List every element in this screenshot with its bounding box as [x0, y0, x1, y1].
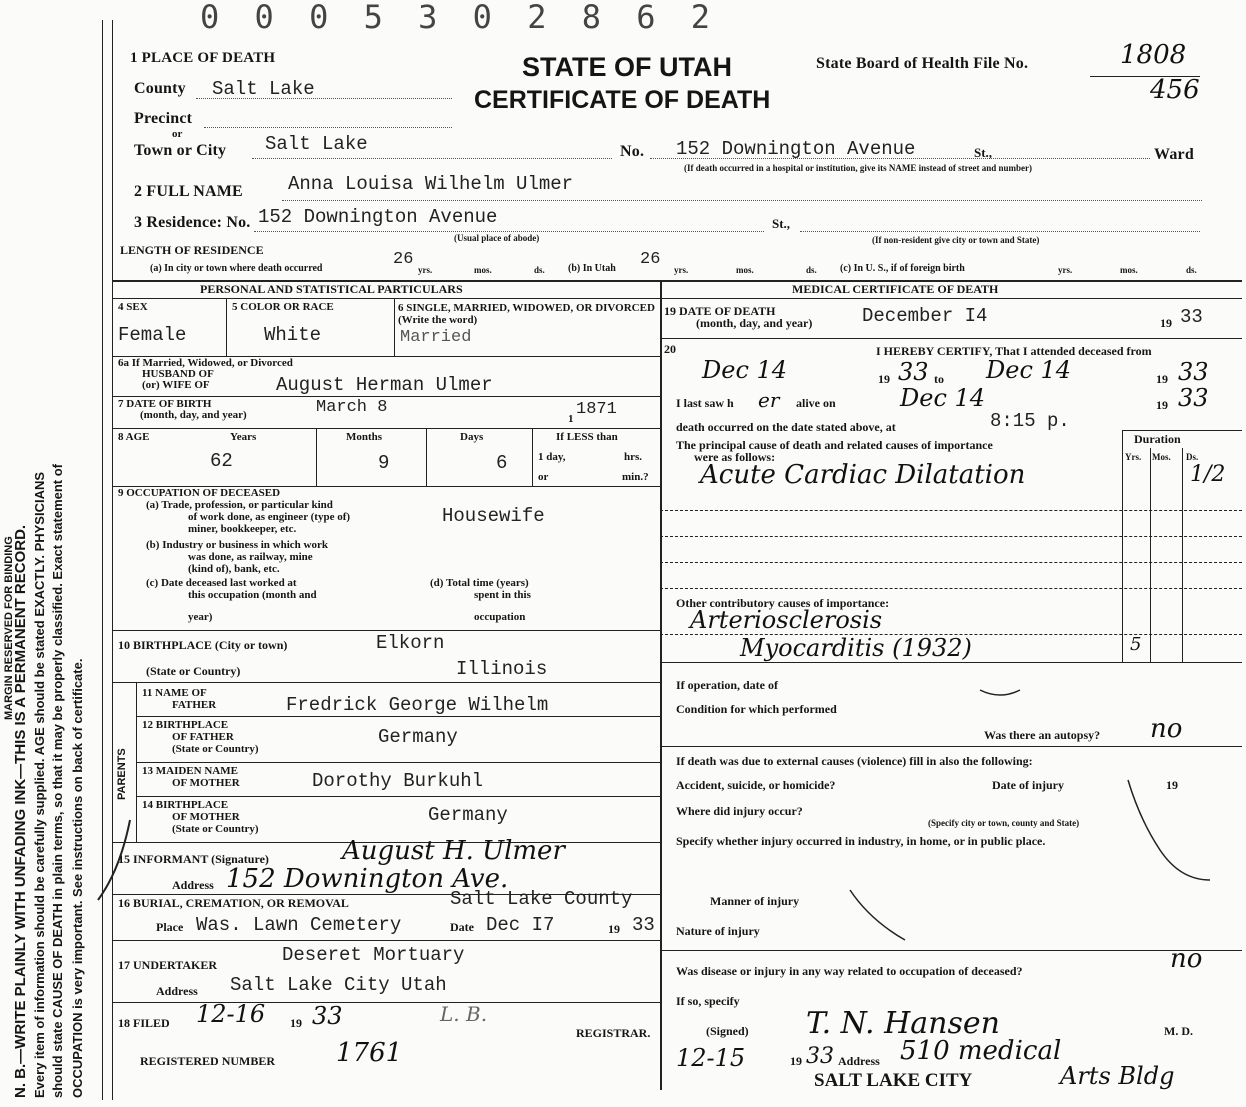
specify-city-note: (Specify city or town, county and State) [928, 818, 1080, 828]
margin-note-line2: Every item of information should be carefully supplied. AGE should be stated EXACTLY. PHYSICIANS [32, 471, 47, 1098]
sex-label: 4 SEX [118, 301, 148, 313]
burial-date-label: Date [450, 920, 474, 934]
last-saw-year: 33 [1178, 384, 1209, 412]
personal-heading: PERSONAL AND STATISTICAL PARTICULARS [200, 282, 463, 296]
residence-st: St., [772, 216, 791, 231]
us-ds: ds. [1186, 265, 1197, 275]
other-cause-2: Myocarditis (1932) [740, 634, 972, 662]
margin-binding-note: MARGIN RESERVED FOR BINDING [3, 536, 15, 720]
to-year: 33 [1178, 358, 1209, 386]
registered-number: 1761 [336, 1038, 403, 1068]
or-label: or [172, 128, 183, 140]
injury-section-strike [1128, 780, 1210, 880]
attended-from: Dec 14 [702, 356, 788, 384]
accident-label: Accident, suicide, or homicide? [676, 778, 836, 792]
town-value: Salt Lake [265, 133, 368, 155]
in-utah-label: (b) In Utah [568, 263, 616, 274]
informant-label: 15 INFORMANT (Signature) [118, 852, 269, 866]
age-label: 8 AGE [118, 431, 150, 443]
external-causes-label: If death was due to external causes (violence) fill in also the following: [676, 754, 1033, 768]
occupation-b2: was done, as railway, mine [188, 551, 313, 563]
attended-to: Dec 14 [986, 356, 1072, 384]
residence-value: 152 Downington Avenue [258, 206, 498, 228]
occupation-a1: (a) Trade, profession, or particular kind [146, 499, 333, 511]
marital-label: 6 SINGLE, MARRIED, WIDOWED, OR DIVORCED (Write the word) [398, 302, 655, 326]
undertaker-address-label: Address [156, 984, 198, 998]
burial-place: Was. Lawn Cemetery [196, 914, 402, 936]
dob-pre: 1 [568, 413, 574, 425]
ward-label: Ward [1154, 146, 1194, 163]
injury-date-label: Date of injury [992, 778, 1064, 792]
registrar-label: REGISTRAR. [576, 1026, 651, 1040]
occupation-d1: (d) Total time (years) [430, 577, 529, 589]
nature-label: Nature of injury [676, 924, 760, 938]
street-no-label: No. [620, 143, 645, 160]
filed-date: 12-16 [196, 1000, 266, 1028]
mother-bp-label-3: (State or Country) [172, 823, 259, 835]
dob-sub: (month, day, and year) [140, 409, 247, 421]
registered-number-label: REGISTERED NUMBER [140, 1054, 276, 1068]
last-saw-year-pre: 19 [1156, 398, 1168, 412]
file-no-label: State Board of Health File No. [816, 55, 1029, 72]
cause-label-1: The principal cause of death and related causes of importance [676, 438, 993, 452]
margin-note-line3: should state CAUSE OF DEATH in plain terms, so that it may be properly classified. Exact statement of [50, 463, 65, 1098]
filed-year: 33 [312, 1002, 343, 1030]
where-injury-label: Where did injury occur? [676, 804, 803, 818]
occupation-a2: of work done, as engineer (type of) [188, 511, 351, 523]
father-bp-label-1: 12 BIRTHPLACE [142, 719, 229, 731]
burial-date: Dec I7 [486, 914, 555, 936]
spouse-name: August Herman Ulmer [276, 374, 493, 396]
spouse-label-3: (or) WIFE OF [142, 379, 210, 391]
physician-address-2: Arts Bldg [1060, 1062, 1175, 1090]
race-label: 5 COLOR OR RACE [232, 301, 334, 313]
nonresident-note: (If non-resident give city or town and State) [872, 235, 1040, 245]
utah-mos: mos. [736, 265, 754, 275]
duration-label: Duration [1134, 432, 1181, 446]
md-label: M. D. [1164, 1024, 1193, 1038]
one-day-label: 1 day, [538, 451, 566, 463]
occupation-b3: (kind of), bank, etc. [188, 563, 280, 575]
operation-strike [980, 690, 1020, 695]
signature-date: 12-15 [676, 1044, 746, 1072]
father-birthplace: Germany [378, 726, 458, 748]
physician-address-1: 510 medical [900, 1036, 1062, 1066]
age-days-label: Days [460, 431, 484, 443]
burial-value: Salt Lake County [450, 888, 633, 910]
occupation-c1: (c) Date deceased last worked at [146, 577, 297, 589]
occupation-d3: occupation [474, 611, 526, 623]
age-months-label: Months [346, 431, 383, 443]
physician-address-label: Address [838, 1054, 880, 1068]
father-label-1: 11 NAME OF [142, 687, 207, 699]
dob-label: 7 DATE OF BIRTH [118, 398, 212, 410]
full-name: Anna Louisa Wilhelm Ulmer [288, 173, 574, 195]
mother-label-1: 13 MAIDEN NAME [142, 765, 238, 777]
city-mos: mos. [474, 265, 492, 275]
age-days: 6 [496, 452, 508, 474]
mother-label-2: OF MOTHER [172, 777, 240, 789]
if-so-label: If so, specify [676, 994, 740, 1008]
injury-year-label: 19 [1166, 778, 1178, 792]
marital-status: Married [400, 328, 472, 347]
utah-yrs: yrs. [674, 265, 689, 275]
specify-injury-label: Specify whether injury occurred in industry, in home, or in public place. [676, 834, 1046, 848]
condition-label: Condition for which performed [676, 702, 837, 716]
county-label: County [134, 80, 186, 97]
cause-label-2: were as follows: [694, 450, 776, 464]
father-bp-label-2: OF FATHER [172, 731, 234, 743]
city-ds: ds. [534, 265, 545, 275]
certify-label: I HEREBY CERTIFY, That I attended deceased from [876, 344, 1152, 358]
usual-abode-note: (Usual place of abode) [454, 233, 540, 243]
filed-year-pre: 19 [290, 1016, 302, 1030]
hrs-label: hrs. [624, 451, 643, 463]
county-value: Salt Lake [212, 78, 315, 100]
mother-birthplace: Germany [428, 804, 508, 826]
informant-signature: August H. Ulmer [342, 836, 565, 866]
parents-label: PARENTS [116, 748, 128, 800]
spouse-label-2: HUSBAND OF [142, 368, 214, 380]
duration-mos: Mos. [1152, 452, 1171, 462]
town-label: Town or City [134, 142, 227, 159]
length-residence-label: LENGTH OF RESIDENCE [120, 243, 264, 257]
dod-year: 33 [1180, 306, 1203, 328]
min-label: min.? [622, 471, 649, 483]
dod-year-pre: 19 [1160, 316, 1172, 330]
other-duration: 5 [1130, 634, 1142, 655]
occupation-related: no [1170, 944, 1203, 974]
alive-on-label: alive on [796, 396, 836, 410]
age-months: 9 [378, 452, 390, 474]
father-label-2: FATHER [172, 699, 217, 711]
occupation-b1: (b) Industry or business in which work [146, 539, 328, 551]
file-no: 1808 [1120, 40, 1187, 70]
informant-address: 152 Downington Ave. [226, 864, 509, 894]
in-us-label: (c) In U. S., if of foreign birth [840, 263, 965, 274]
other-cause-1: Arteriosclerosis [690, 606, 883, 634]
burial-year: 33 [632, 914, 655, 936]
place-heading: 1 PLACE OF DEATH [130, 50, 276, 66]
dod-label: 19 DATE OF DEATH [664, 304, 776, 318]
dod-sub: (month, day, and year) [696, 316, 813, 330]
race: White [264, 324, 322, 346]
dob: March 8 [316, 398, 388, 417]
occupation-d2: spent in this [474, 589, 531, 601]
mother-bp-label-1: 14 BIRTHPLACE [142, 799, 229, 811]
autopsy-label: Was there an autopsy? [984, 728, 1101, 742]
margin-check-mark [98, 820, 130, 900]
sig-year-pre: 19 [790, 1054, 802, 1068]
spouse-label-1: 6a If Married, Widowed, or Divorced [118, 357, 293, 369]
occupation-a3: miner, bookkeeper, etc. [188, 523, 297, 535]
medical-heading: MEDICAL CERTIFICATE OF DEATH [792, 282, 999, 296]
duration-ds: Ds. [1186, 452, 1199, 462]
operation-label: If operation, date of [676, 678, 778, 692]
time-of-death: 8:15 p. [990, 410, 1070, 432]
manner-strike [850, 890, 905, 940]
if-less-label: If LESS than [556, 431, 618, 443]
occupation-related-label: Was disease or injury in any way related to occupation of deceased? [676, 964, 1023, 978]
age-years: 62 [210, 450, 233, 472]
birthplace-city: Elkorn [376, 632, 445, 654]
city-yrs: yrs. [418, 265, 433, 275]
father-bp-label-3: (State or Country) [172, 743, 259, 755]
us-yrs: yrs. [1058, 265, 1073, 275]
birthplace-label: 10 BIRTHPLACE (City or town) [118, 638, 288, 652]
occupation-c3: year) [188, 611, 213, 623]
age-years-label: Years [230, 431, 257, 443]
serial-number: 0 0 0 5 3 0 2 8 6 2 [200, 0, 719, 36]
mother-bp-label-2: OF MOTHER [172, 811, 240, 823]
other-causes-label: Other contributory causes of importance: [676, 596, 890, 610]
in-city-label: (a) In city or town where death occurred [150, 263, 323, 274]
birthplace-state: Illinois [456, 658, 548, 680]
dob-year: 1871 [576, 400, 617, 419]
or-label-age: or [538, 471, 549, 483]
manner-label: Manner of injury [710, 894, 800, 908]
last-saw-label: I last saw h [676, 396, 734, 410]
undertaker-label: 17 UNDERTAKER [118, 958, 218, 972]
death-address: 152 Downington Avenue [676, 138, 916, 160]
death-occurred-label: death occurred on the date stated above, at [676, 420, 896, 434]
utah-ds: ds. [806, 265, 817, 275]
filed-initials: L. B. [440, 1002, 488, 1026]
last-saw-h: er [758, 388, 780, 412]
state-country-label: (State or Country) [146, 664, 241, 678]
occupation-c2: this occupation (month and [188, 589, 317, 601]
full-name-label: 2 FULL NAME [134, 183, 243, 200]
undertaker-address: Salt Lake City Utah [230, 974, 447, 996]
occupation-heading: 9 OCCUPATION OF DECEASED [118, 487, 281, 499]
informant-address-label: Address [172, 878, 214, 892]
principal-cause: Acute Cardiac Dilatation [700, 460, 1026, 490]
physician-signature: T. N. Hansen [806, 1006, 1000, 1041]
to-year-pre: 19 [1156, 372, 1168, 386]
margin-note-line1: N. B.—WRITE PLAINLY WITH UNFADING INK—THIS IS A PERMANENT RECORD. [12, 524, 29, 1098]
undertaker-name: Deseret Mortuary [282, 944, 465, 966]
filed-label: 18 FILED [118, 1016, 170, 1030]
sex: Female [118, 324, 187, 346]
stamp-city: SALT LAKE CITY [814, 1070, 973, 1091]
utah-years: 26 [640, 250, 661, 269]
autopsy: no [1150, 714, 1183, 744]
sig-year: 33 [806, 1044, 834, 1069]
certificate-title: CERTIFICATE OF DEATH [474, 86, 771, 114]
st-label: St., [974, 145, 993, 160]
file-no-2: 456 [1150, 75, 1200, 105]
occupation: Housewife [442, 505, 545, 527]
us-mos: mos. [1120, 265, 1138, 275]
to-label: to [934, 372, 944, 386]
duration-yrs: Yrs. [1125, 452, 1142, 462]
margin-note-line4: OCCUPATION is very important. See instructions on back of certificate. [70, 658, 85, 1098]
burial-label: 16 BURIAL, CREMATION, OR REMOVAL [118, 896, 349, 910]
hospital-note: (If death occurred in a hospital or institution, give its NAME instead of street and number) [684, 163, 1033, 173]
from-year: 33 [898, 358, 929, 386]
last-saw-date: Dec 14 [900, 384, 986, 412]
state-title: STATE OF UTAH [522, 52, 732, 82]
father-name: Fredrick George Wilhelm [286, 694, 549, 716]
signed-label: (Signed) [706, 1024, 749, 1038]
cause-duration: 1/2 [1190, 462, 1226, 487]
precinct-label: Precinct [134, 110, 193, 127]
burial-year-pre: 19 [608, 922, 620, 936]
residence-label: 3 Residence: No. [134, 214, 251, 231]
item-20: 20 [664, 342, 676, 356]
mother-name: Dorothy Burkuhl [312, 770, 484, 792]
burial-place-label: Place [156, 920, 184, 934]
date-of-death: December I4 [862, 305, 988, 327]
city-years: 26 [393, 250, 414, 269]
from-year-pre: 19 [878, 372, 890, 386]
